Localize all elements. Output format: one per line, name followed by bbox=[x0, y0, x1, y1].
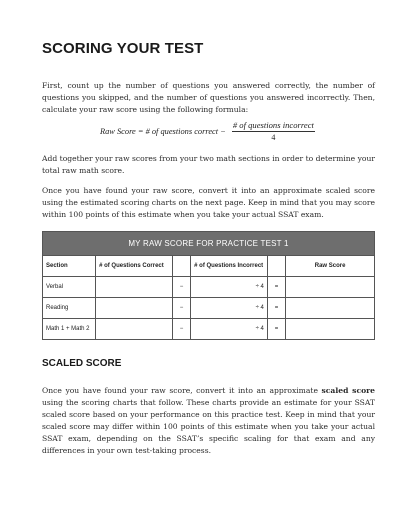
minus-sign: − bbox=[172, 319, 190, 340]
table-header-row bbox=[43, 256, 375, 277]
minus-sign: − bbox=[172, 277, 190, 298]
header-blank bbox=[267, 256, 285, 277]
formula-denominator: 4 bbox=[271, 133, 276, 142]
formula-lhs: Raw Score = # of questions correct − bbox=[100, 126, 226, 136]
scaled-score-paragraph bbox=[42, 385, 375, 457]
minus-sign: − bbox=[172, 298, 190, 319]
scaled-text-before: Once you have found your raw score, convert it into an approximate bbox=[42, 386, 322, 395]
scaled-score-heading: SCALED SCORE bbox=[42, 358, 122, 369]
raw-score-table bbox=[42, 231, 375, 340]
formula-numerator: # of questions incorrect bbox=[232, 120, 314, 130]
incorrect-entry-cell[interactable] bbox=[191, 277, 268, 298]
divide-by-four: ÷ 4 bbox=[255, 305, 264, 311]
divide-by-four: ÷ 4 bbox=[255, 326, 264, 332]
table-row bbox=[43, 298, 375, 319]
scaled-text-after: using the scoring charts that follow. These charts provide an estimate for your SSAT scaled score based on your performance on this practice test. Keep in mind that your scaled score may differ within 100 points of this estimate when you take your actual SSAT exam, depending on the SSAT’s specific scaling for that exam and any differences in your own test-taking process. bbox=[42, 398, 375, 455]
table-row bbox=[43, 319, 375, 340]
table-title: MY RAW SCORE FOR PRACTICE TEST 1 bbox=[43, 232, 375, 256]
raw-score-entry-cell[interactable] bbox=[286, 319, 375, 340]
intro-paragraph: First, count up the number of questions you answered correctly, the number of questions you skipped, and the number of questions you answered incorrectly. Then, calculate your raw score using the following formula: bbox=[42, 81, 375, 114]
correct-entry-cell[interactable] bbox=[96, 319, 173, 340]
incorrect-entry-cell[interactable] bbox=[191, 319, 268, 340]
add-math-paragraph: Add together your raw scores from your two math sections in order to determine your total raw math score. bbox=[42, 154, 375, 175]
table-title-row bbox=[43, 232, 375, 256]
incorrect-entry-cell[interactable] bbox=[191, 298, 268, 319]
raw-score-entry-cell[interactable] bbox=[286, 277, 375, 298]
header-blank bbox=[172, 256, 190, 277]
equals-sign: = bbox=[267, 319, 285, 340]
convert-paragraph: Once you have found your raw score, convert it into an approximate scaled score using the estimated scoring charts on the next page. Keep in mind that you may score within 100 points of this estimate when you take your actual SSAT exam. bbox=[42, 186, 375, 219]
divide-by-four: ÷ 4 bbox=[255, 284, 264, 290]
row-section-label: Verbal bbox=[43, 277, 96, 298]
scaled-text-bold: scaled score bbox=[321, 386, 375, 395]
table-row bbox=[43, 277, 375, 298]
row-section-label: Math 1 + Math 2 bbox=[43, 319, 96, 340]
header-section: Section bbox=[43, 256, 96, 277]
header-incorrect: # of Questions Incorrect bbox=[191, 256, 268, 277]
raw-score-entry-cell[interactable] bbox=[286, 298, 375, 319]
correct-entry-cell[interactable] bbox=[96, 277, 173, 298]
raw-score-formula bbox=[100, 120, 330, 142]
page-title: SCORING YOUR TEST bbox=[42, 40, 204, 57]
header-raw: Raw Score bbox=[286, 256, 375, 277]
formula-fraction bbox=[232, 120, 315, 142]
row-section-label: Reading bbox=[43, 298, 96, 319]
equals-sign: = bbox=[267, 298, 285, 319]
header-correct: # of Questions Correct bbox=[96, 256, 173, 277]
correct-entry-cell[interactable] bbox=[96, 298, 173, 319]
equals-sign: = bbox=[267, 277, 285, 298]
